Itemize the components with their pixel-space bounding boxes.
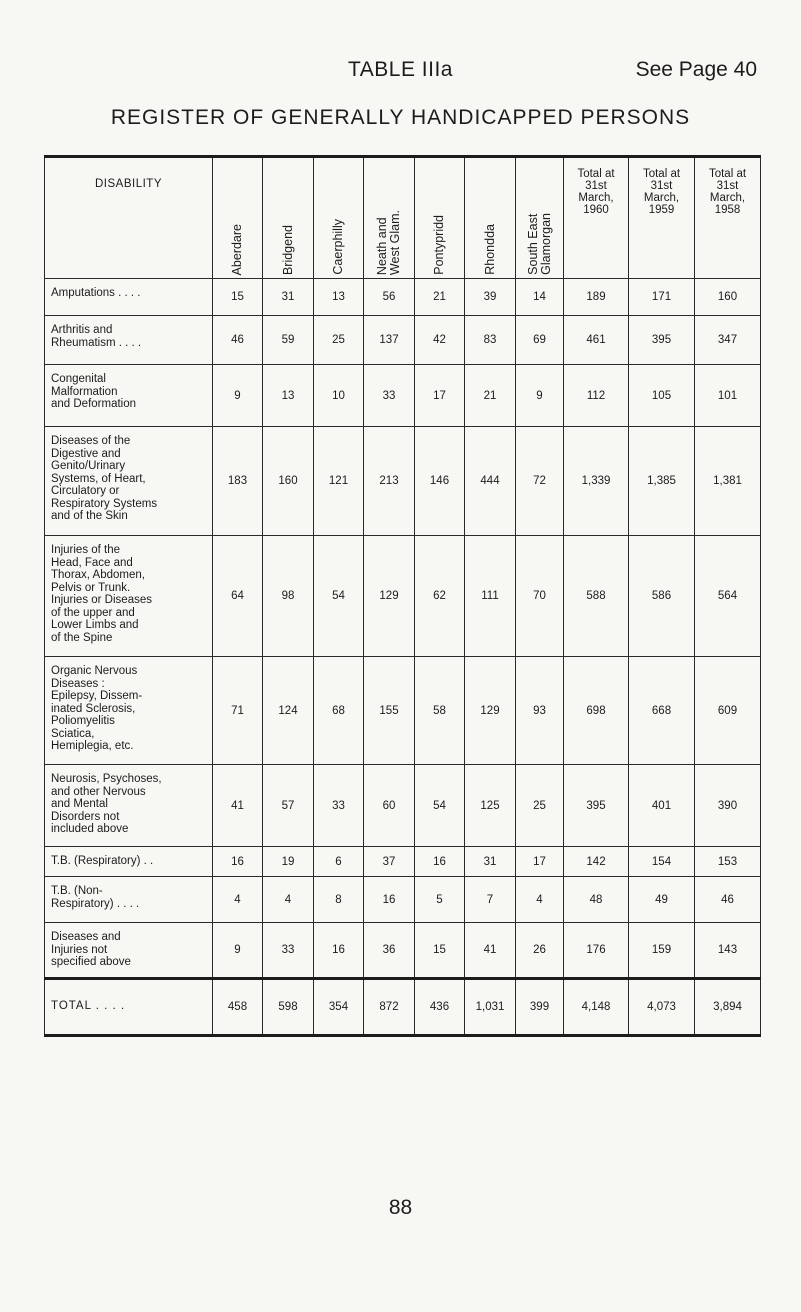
- table-cell: 16: [213, 847, 263, 877]
- table-cell: 698: [564, 657, 629, 765]
- district-header-aberdare: Aberdare: [213, 157, 263, 279]
- table-cell: 8: [314, 877, 364, 923]
- table-cell: 124: [263, 657, 314, 765]
- table-cell: 159: [629, 923, 695, 979]
- table-cell: 25: [516, 765, 564, 847]
- table-cell: 54: [415, 765, 465, 847]
- table-cell: 137: [364, 316, 415, 365]
- row-label: Congenital Malformation and Deformation: [45, 365, 213, 427]
- table-cell: 155: [364, 657, 415, 765]
- table-cell: 16: [364, 877, 415, 923]
- district-header-bridgend: Bridgend: [263, 157, 314, 279]
- disability-header: DISABILITY: [45, 157, 213, 279]
- table-cell: 9: [516, 365, 564, 427]
- table-cell: 26: [516, 923, 564, 979]
- table-cell: 461: [564, 316, 629, 365]
- table-row: [45, 427, 761, 536]
- table-row: [45, 365, 761, 427]
- total-label: TOTAL . . . .: [45, 979, 213, 1036]
- table-header-row: [45, 157, 761, 279]
- district-header-south-east-glamorgan: South East Glamorgan: [516, 157, 564, 279]
- district-header-neath-west-glam: Neath and West Glam.: [364, 157, 415, 279]
- row-label: Organic Nervous Diseases : Epilepsy, Dissem- inated Sclerosis, Poliomyelitis Sciatica, Hemiplegia, etc.: [45, 657, 213, 765]
- row-label: T.B. (Respiratory) . .: [45, 847, 213, 877]
- table-row: [45, 923, 761, 979]
- total-header-1958: Total at 31st March, 1958: [695, 157, 761, 279]
- table-cell: 347: [695, 316, 761, 365]
- table-cell: 49: [629, 877, 695, 923]
- table-cell: 37: [364, 847, 415, 877]
- table-cell: 444: [465, 427, 516, 536]
- table-row: [45, 279, 761, 316]
- table-cell: 33: [364, 365, 415, 427]
- total-cell: 872: [364, 979, 415, 1036]
- total-cell: 399: [516, 979, 564, 1036]
- total-cell: 354: [314, 979, 364, 1036]
- table-cell: 98: [263, 536, 314, 657]
- table-cell: 54: [314, 536, 364, 657]
- table-cell: 39: [465, 279, 516, 316]
- table-cell: 143: [695, 923, 761, 979]
- table-cell: 154: [629, 847, 695, 877]
- table-cell: 160: [263, 427, 314, 536]
- table-cell: 105: [629, 365, 695, 427]
- row-label: Neurosis, Psychoses, and other Nervous and Mental Disorders not included above: [45, 765, 213, 847]
- total-cell: 1,031: [465, 979, 516, 1036]
- table-cell: 14: [516, 279, 564, 316]
- table-cell: 101: [695, 365, 761, 427]
- table-cell: 25: [314, 316, 364, 365]
- table-cell: 171: [629, 279, 695, 316]
- table-cell: 213: [364, 427, 415, 536]
- table-cell: 4: [213, 877, 263, 923]
- table-cell: 19: [263, 847, 314, 877]
- table-cell: 33: [263, 923, 314, 979]
- table-cell: 10: [314, 365, 364, 427]
- row-label: Diseases and Injuries not specified above: [45, 923, 213, 979]
- table-cell: 71: [213, 657, 263, 765]
- table-row: [45, 877, 761, 923]
- table-cell: 15: [213, 279, 263, 316]
- register-title: REGISTER OF GENERALLY HANDICAPPED PERSONS: [110, 106, 691, 129]
- table-cell: 668: [629, 657, 695, 765]
- district-header-rhondda: Rhondda: [465, 157, 516, 279]
- row-label: Injuries of the Head, Face and Thorax, Abdomen, Pelvis or Trunk. Injuries or Diseases of the upper and Lower Limbs and of the Spine: [45, 536, 213, 657]
- table-cell: 13: [314, 279, 364, 316]
- row-label: Diseases of the Digestive and Genito/Urinary Systems, of Heart, Circulatory or Respiratory Systems and of the Skin: [45, 427, 213, 536]
- table-cell: 1,385: [629, 427, 695, 536]
- table-cell: 58: [415, 657, 465, 765]
- table-cell: 609: [695, 657, 761, 765]
- table-cell: 7: [465, 877, 516, 923]
- handicapped-register-table: [44, 155, 761, 1037]
- table-cell: 31: [465, 847, 516, 877]
- total-cell: 436: [415, 979, 465, 1036]
- total-cell: 3,894: [695, 979, 761, 1036]
- table-cell: 564: [695, 536, 761, 657]
- table-cell: 17: [516, 847, 564, 877]
- table-cell: 16: [314, 923, 364, 979]
- table-cell: 9: [213, 365, 263, 427]
- table-row: [45, 657, 761, 765]
- table-cell: 5: [415, 877, 465, 923]
- total-row: [45, 979, 761, 1036]
- table-row: [45, 765, 761, 847]
- table-cell: 48: [564, 877, 629, 923]
- row-label: Amputations . . . .: [45, 279, 213, 316]
- header-row: [0, 58, 801, 88]
- table-cell: 1,381: [695, 427, 761, 536]
- table-cell: 46: [213, 316, 263, 365]
- table-cell: 395: [564, 765, 629, 847]
- table-cell: 57: [263, 765, 314, 847]
- table-row: [45, 847, 761, 877]
- table-row: [45, 316, 761, 365]
- table-cell: 160: [695, 279, 761, 316]
- table-cell: 70: [516, 536, 564, 657]
- table-cell: 390: [695, 765, 761, 847]
- table-cell: 93: [516, 657, 564, 765]
- table-cell: 15: [415, 923, 465, 979]
- table-cell: 83: [465, 316, 516, 365]
- table-cell: 31: [263, 279, 314, 316]
- page-number: 88: [388, 1196, 413, 1219]
- table-cell: 4: [263, 877, 314, 923]
- table-cell: 41: [213, 765, 263, 847]
- total-cell: 598: [263, 979, 314, 1036]
- table-cell: 13: [263, 365, 314, 427]
- table-cell: 36: [364, 923, 415, 979]
- total-header-1960: Total at 31st March, 1960: [564, 157, 629, 279]
- table-cell: 16: [415, 847, 465, 877]
- table-cell: 69: [516, 316, 564, 365]
- table-cell: 153: [695, 847, 761, 877]
- row-label: Arthritis and Rheumatism . . . .: [45, 316, 213, 365]
- table-cell: 6: [314, 847, 364, 877]
- table-cell: 56: [364, 279, 415, 316]
- table-cell: 129: [465, 657, 516, 765]
- table-cell: 41: [465, 923, 516, 979]
- table-cell: 17: [415, 365, 465, 427]
- table-cell: 62: [415, 536, 465, 657]
- table-cell: 4: [516, 877, 564, 923]
- table-cell: 142: [564, 847, 629, 877]
- table-cell: 1,339: [564, 427, 629, 536]
- table-cell: 183: [213, 427, 263, 536]
- total-header-1959: Total at 31st March, 1959: [629, 157, 695, 279]
- table-cell: 46: [695, 877, 761, 923]
- table-cell: 189: [564, 279, 629, 316]
- total-cell: 4,073: [629, 979, 695, 1036]
- table-cell: 111: [465, 536, 516, 657]
- total-cell: 458: [213, 979, 263, 1036]
- table-cell: 146: [415, 427, 465, 536]
- table-cell: 395: [629, 316, 695, 365]
- table-cell: 33: [314, 765, 364, 847]
- table-cell: 60: [364, 765, 415, 847]
- table-cell: 59: [263, 316, 314, 365]
- table-title: TABLE IIIa: [348, 58, 453, 81]
- see-page-reference: See Page 40: [635, 58, 757, 81]
- table-cell: 42: [415, 316, 465, 365]
- table-cell: 112: [564, 365, 629, 427]
- table-cell: 588: [564, 536, 629, 657]
- table-cell: 72: [516, 427, 564, 536]
- table-cell: 129: [364, 536, 415, 657]
- table-cell: 401: [629, 765, 695, 847]
- row-label: T.B. (Non- Respiratory) . . . .: [45, 877, 213, 923]
- table-cell: 176: [564, 923, 629, 979]
- table-cell: 21: [415, 279, 465, 316]
- table-row: [45, 536, 761, 657]
- table-cell: 21: [465, 365, 516, 427]
- table-cell: 68: [314, 657, 364, 765]
- table-cell: 125: [465, 765, 516, 847]
- total-cell: 4,148: [564, 979, 629, 1036]
- table-cell: 586: [629, 536, 695, 657]
- district-header-caerphilly: Caerphilly: [314, 157, 364, 279]
- district-header-pontypridd: Pontypridd: [415, 157, 465, 279]
- table-cell: 121: [314, 427, 364, 536]
- table-cell: 9: [213, 923, 263, 979]
- table-cell: 64: [213, 536, 263, 657]
